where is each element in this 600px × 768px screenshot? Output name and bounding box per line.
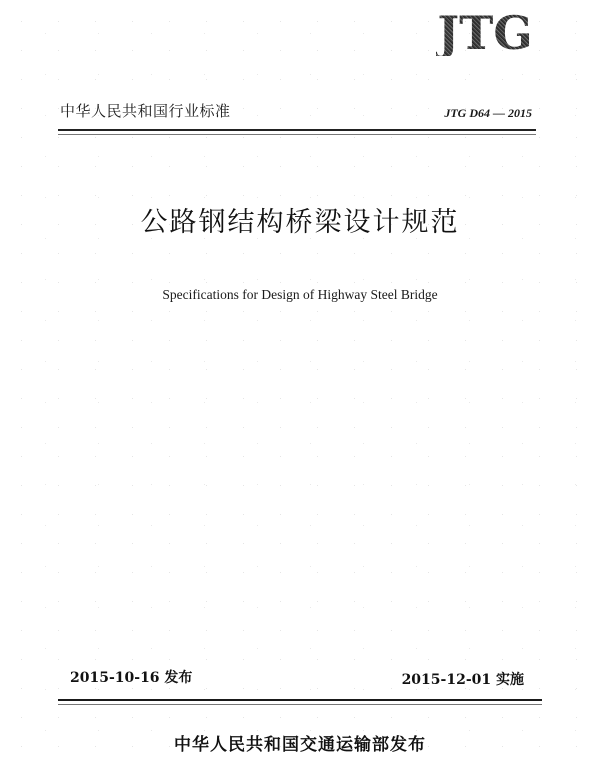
- standard-code: JTG D64 — 2015: [444, 106, 532, 120]
- standard-category: 中华人民共和国行业标准: [60, 102, 231, 120]
- document-title: 公路钢结构桥梁设计规范: [140, 207, 460, 238]
- jtg-logo: JTG: [437, 6, 533, 60]
- top-divider-thin: [58, 134, 536, 135]
- top-divider: [58, 129, 536, 131]
- bottom-divider-thin: [58, 704, 542, 705]
- issue-date: 2015-10-16 发布: [70, 670, 193, 686]
- bottom-divider: [58, 699, 542, 701]
- publisher: 中华人民共和国交通运输部发布: [174, 735, 426, 755]
- effective-date: 2015-12-01 实施: [401, 672, 524, 688]
- document-title-english: Specifications for Design of Highway Steel Bridge: [162, 287, 438, 302]
